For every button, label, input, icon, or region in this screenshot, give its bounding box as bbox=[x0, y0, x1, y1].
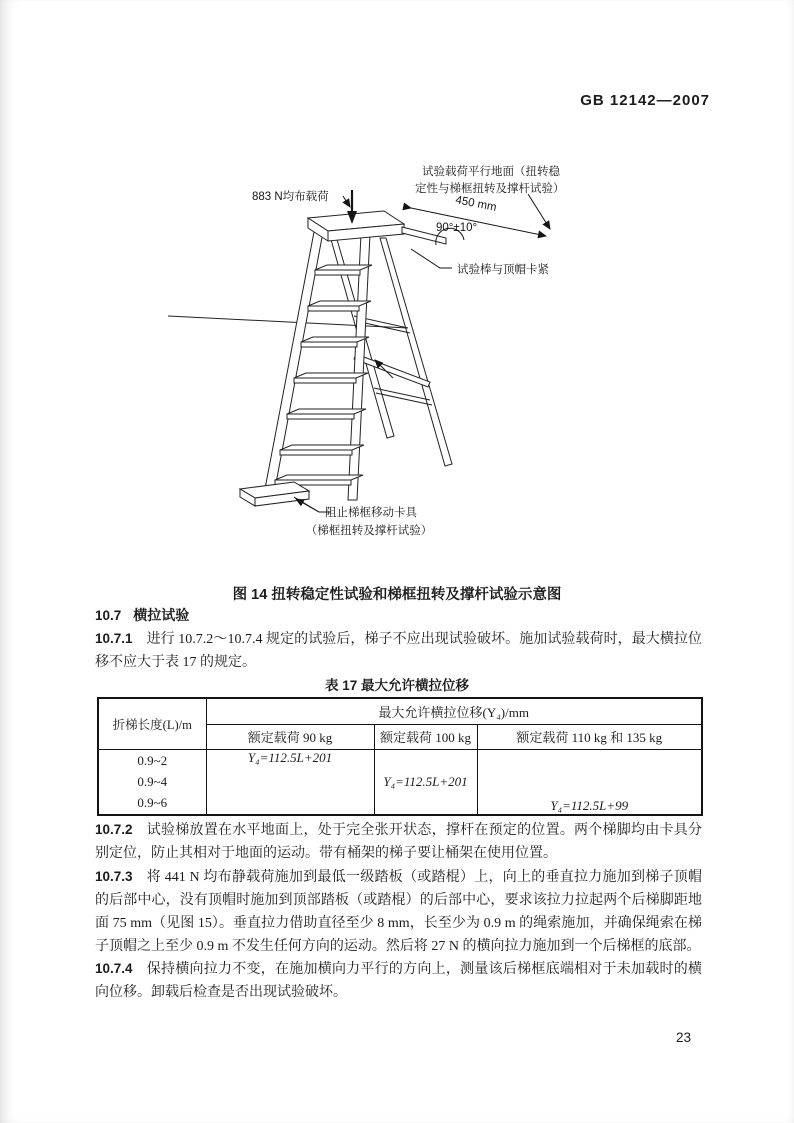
rod-clamp-label: 试验棒与顶帽卡紧 bbox=[457, 264, 549, 276]
dimension-line bbox=[411, 208, 546, 236]
dimension-label: 450 mm bbox=[454, 194, 498, 214]
formula-cell-90kg bbox=[206, 749, 374, 815]
clause-10-7-1 bbox=[95, 627, 702, 674]
clause-number: 10.7 bbox=[95, 608, 122, 623]
table-17-title: 表 17 最大允许横拉位移 bbox=[324, 678, 470, 693]
figure-caption: 图 14 扭转稳定性试验和梯框扭转及撑杆试验示意图 bbox=[232, 587, 562, 603]
table-header-load100: 额定载荷 100 kg bbox=[374, 724, 477, 749]
foot-clamp-block bbox=[240, 482, 309, 506]
section-heading-10-7 bbox=[95, 604, 702, 627]
clause-title: 横拉试验 bbox=[133, 607, 190, 623]
formula-100kg: Y₄=112.5L+201 bbox=[383, 773, 468, 789]
clause-text: 进行 10.7.2～10.7.4 规定的试验后，梯子不应出现试验破坏。施加试验载荷时，最大横拉位移不应大于表 17 的规定。 bbox=[95, 632, 702, 670]
clause-10-7-2 bbox=[95, 818, 702, 865]
clause-10-7-4 bbox=[95, 957, 702, 1004]
page-number: 23 bbox=[676, 1030, 692, 1045]
length-row-3: 0.9~6 bbox=[137, 795, 168, 810]
length-row-1: 0.9~2 bbox=[137, 753, 168, 768]
clause-text: 将 441 N 均布静载荷施加到最低一级踏板（或踏棍）上，向上的垂直拉力施加到梯子顶帽的后部中心，没有顶帽时施加到顶部踏板（或踏棍）的后部中心，要求该拉力拉起两个后梯脚距地面 75 mm（见图 15）。垂直拉力借助直径至少 8 mm，长至少为 0.9 m 的绳索施加，并确保绳索在梯子顶帽之上至少 0.9 m 不发生任何方向的运动。然后将 27 N 的横向拉力施加到一个后梯框的底部。 bbox=[95, 870, 702, 954]
foot-clamp-line2: （梯框扭转及撑杆试验） bbox=[305, 525, 433, 537]
length-values bbox=[98, 749, 206, 815]
ladder-test-diagram bbox=[168, 148, 628, 548]
load-label: 883 N均布载荷 bbox=[252, 191, 329, 203]
clause-10-7-3 bbox=[95, 865, 702, 958]
formula-110-135kg: Y₄=112.5L+99 bbox=[550, 797, 629, 813]
clause-number: 10.7.2 bbox=[95, 822, 133, 837]
parallel-note-line2: 定性与梯框扭转及撑杆试验） bbox=[415, 183, 565, 195]
rod-clamp-leader bbox=[411, 249, 452, 268]
clause-number: 10.7.4 bbox=[95, 961, 133, 976]
clause-text: 试验梯放置在水平地面上，处于完全张开状态，撑杆在预定的位置。两个梯脚均由卡具分别定位，防止其相对于地面的运动。带有桶架的梯子要让桶架在使用位置。 bbox=[95, 823, 702, 861]
document-code: GB 12142—2007 bbox=[580, 92, 710, 109]
table-header-span: 最大允许横拉位移(Y₄)/mm bbox=[206, 698, 702, 724]
table-header-length: 折梯长度(L)/m bbox=[98, 698, 206, 749]
parallel-note-line1: 试验载荷平行地面（扭转稳 bbox=[422, 166, 560, 178]
clause-text: 保持横向拉力不变，在施加横向力平行的方向上，测量该后梯框底端相对于未加载时的横向位移。卸载后检查是否出现试验破坏。 bbox=[95, 962, 702, 1000]
note-leader bbox=[528, 194, 550, 229]
table-header-load90: 额定载荷 90 kg bbox=[206, 724, 374, 749]
formula-cell-110-135kg bbox=[477, 749, 702, 815]
table-17 bbox=[97, 697, 703, 816]
angle-label: 90°±10° bbox=[436, 222, 478, 234]
formula-90kg: Y₄=112.5L+201 bbox=[247, 749, 333, 765]
table-header-load110-135: 额定载荷 110 kg 和 135 kg bbox=[477, 724, 702, 749]
top-cap bbox=[308, 211, 404, 241]
clause-number: 10.7.1 bbox=[95, 631, 133, 646]
figure-14 bbox=[168, 148, 628, 548]
length-row-2: 0.9~4 bbox=[137, 774, 168, 789]
formula-cell-100kg bbox=[374, 749, 477, 815]
clause-number: 10.7.3 bbox=[95, 869, 133, 884]
foot-clamp-arrow bbox=[296, 499, 319, 512]
table-body-row bbox=[98, 749, 702, 815]
foot-clamp-line1: 阻止梯框移动卡具 bbox=[325, 507, 417, 519]
